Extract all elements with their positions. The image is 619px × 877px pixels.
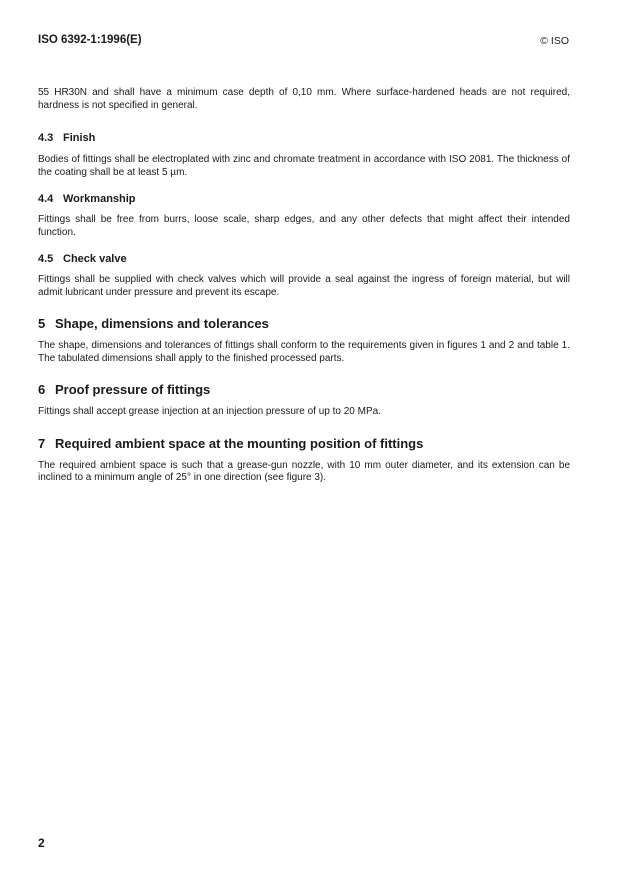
heading-number: 5 (38, 316, 46, 331)
heading-title: Check valve (63, 253, 127, 265)
heading-title: Workmanship (63, 193, 136, 205)
heading-4-4 (38, 193, 570, 205)
heading-number: 7 (38, 435, 46, 451)
heading-6 (38, 382, 570, 397)
heading-4-3 (38, 132, 570, 144)
heading-4-5 (38, 253, 570, 265)
intro-paragraph: 55 HR30N and shall have a minimum case depth of 0,10 mm. Where surface-hardened heads are not required, hardness is not specified in general. (38, 87, 570, 111)
paragraph-4-4: Fittings shall be free from burrs, loose scale, sharp edges, and any other defects that might affect their intended function. (38, 214, 570, 238)
paragraph-6: Fittings shall accept grease injection at an injection pressure of up to 20 MPa. (38, 406, 381, 417)
heading-title: Required ambient space at the mounting position of fittings (55, 435, 424, 451)
paragraph-4-5: Fittings shall be supplied with check valves which will provide a seal against the ingress of foreign material, but will admit lubricant under pressure and prevent its escape. (38, 274, 570, 298)
heading-5 (38, 316, 570, 331)
heading-number: 6 (38, 382, 46, 397)
heading-number: 4.5 (38, 253, 54, 265)
heading-number: 4.3 (38, 132, 54, 144)
paragraph-4-3: Bodies of fittings shall be electroplated with zinc and chromate treatment in accordance with ISO 2081. The thickness of the coating shall be at least 5 µm. (38, 154, 570, 178)
paragraph-7: The required ambient space is such that a grease-gun nozzle, with 10 mm outer diameter, and its extension can be inclined to a minimum angle of 25° in one direction (see figure 3). (38, 459, 570, 483)
heading-7 (38, 436, 570, 451)
heading-number: 4.4 (38, 193, 54, 205)
page-body (38, 87, 570, 485)
heading-title: Finish (63, 132, 96, 144)
heading-title: Proof pressure of fittings (55, 382, 211, 397)
heading-title: Shape, dimensions and tolerances (55, 316, 269, 331)
paragraph-5: The shape, dimensions and tolerances of fittings shall conform to the requirements given in figures 1 and 2 and table 1. The tabulated dimensions shall apply to the finished processed parts. (38, 340, 570, 364)
copyright: © ISO (540, 35, 569, 47)
document-id: ISO 6392-1:1996(E) (38, 34, 142, 46)
page-number: 2 (38, 836, 45, 850)
